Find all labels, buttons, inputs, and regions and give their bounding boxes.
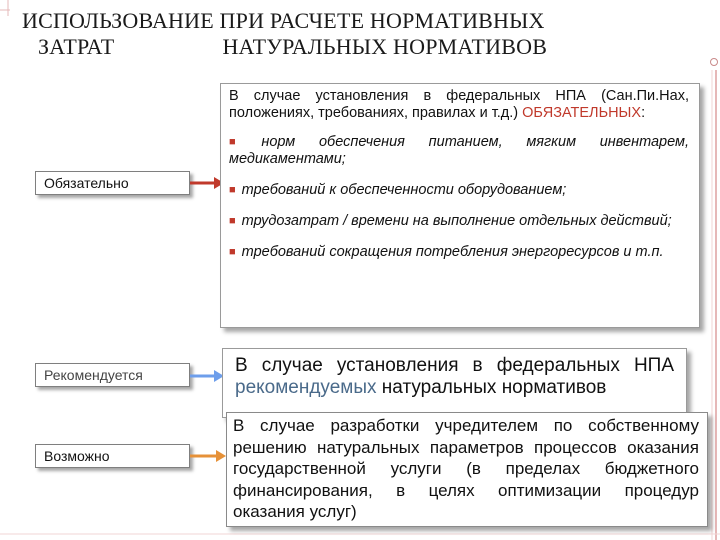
- arrow-right-icon: [190, 368, 226, 384]
- arrow-right-icon: [190, 448, 228, 464]
- list-item-text: трудозатрат / времени на выполнение отдельных действий;: [241, 213, 672, 229]
- title-line-2-left: ЗАТРАТ: [38, 34, 115, 59]
- recommended-text-end: натуральных нормативов: [381, 377, 607, 398]
- page-title: [18, 8, 718, 60]
- list-item-text: требований к обеспеченности оборудованием;: [241, 182, 567, 198]
- recommended-box: [222, 348, 687, 418]
- recommended-highlight: рекомендуемых: [235, 377, 377, 398]
- list-item: [229, 134, 689, 168]
- mandatory-requirements-box: [220, 83, 700, 328]
- bullet-icon: ■: [229, 215, 236, 227]
- mandatory-intro-end: :: [641, 105, 646, 121]
- possible-text: В случае разработки учредителем по собственному решению натуральных параметров процессов оказания государственной услуги (в пределах бюджетного финансирования, в целях оптимизации процедур оказания услуг): [233, 416, 699, 521]
- possible-box: [226, 412, 708, 527]
- bullet-icon: ■: [229, 184, 236, 196]
- mandatory-intro-text: В случае установления в федеральных НПА (Сан.Пи.Нах, положениях, требованиях, правилах и т.д.): [229, 88, 689, 121]
- list-item: [229, 213, 689, 230]
- list-item: [229, 244, 689, 261]
- title-line-1: ИСПОЛЬЗОВАНИЕ ПРИ РАСЧЕТЕ НОРМАТИВНЫХ: [22, 8, 545, 33]
- mandatory-intro: [229, 88, 689, 122]
- title-line-2-right: НАТУРАЛЬНЫХ НОРМАТИВОВ: [222, 34, 548, 59]
- recommended-text: [235, 355, 674, 399]
- bullet-icon: ■: [229, 246, 236, 258]
- label-recommended: Рекомендуется: [35, 363, 190, 387]
- bullet-icon: ■: [229, 136, 256, 148]
- mandatory-highlight: ОБЯЗАТЕЛЬНЫХ: [522, 105, 642, 121]
- list-item-text: требований сокращения потребления энергоресурсов и т.п.: [241, 244, 664, 260]
- label-possible: Возможно: [35, 444, 190, 468]
- recommended-text-start: В случае установления в федеральных НПА: [235, 355, 674, 376]
- label-mandatory: Обязательно: [35, 171, 190, 195]
- title-line-2: [18, 34, 718, 60]
- list-item-text: норм обеспечения питанием, мягким инвентарем, медикаментами;: [229, 134, 689, 167]
- list-item: [229, 182, 689, 199]
